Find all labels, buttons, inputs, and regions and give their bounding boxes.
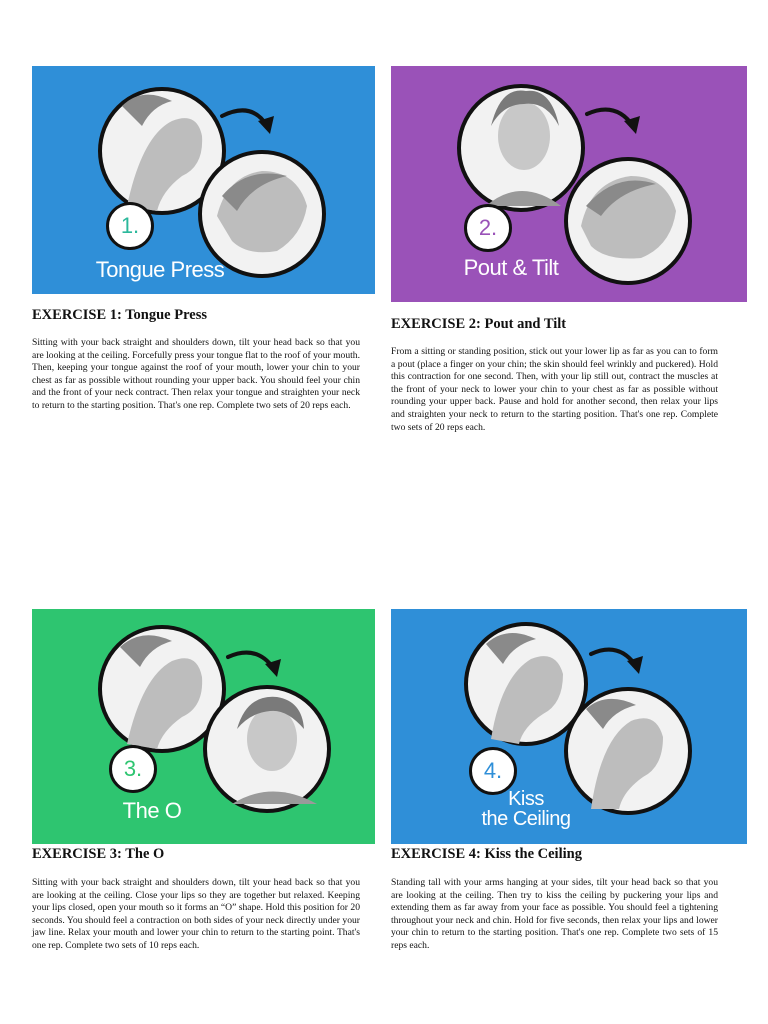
exercise-3-image — [32, 609, 375, 844]
exercise-2-number: 2. — [464, 204, 512, 252]
exercise-4-image — [391, 609, 747, 844]
exercise-1-caption: Tongue Press — [95, 257, 225, 282]
exercise-4-title: EXERCISE 4: Kiss the Ceiling — [391, 846, 582, 862]
exercise-4-number: 4. — [469, 747, 517, 795]
exercise-4-caption — [461, 789, 591, 829]
exercise-1-text: Sitting with your back straight and shoulders down, tilt your head back so that you are looking at the ceiling. Forcefully press your tongue flat to the roof of your mouth. Then, keeping your tongue against the roof of your mouth, lower your chin to your chest as far as possible without rounding your upper back. You should feel your chin and the front of your neck contract. Then relax your tongue and straighten your neck to return to the starting position. That's one rep. Complete two sets of 20 reps each. — [32, 337, 360, 411]
exercise-2-image — [391, 66, 747, 302]
exercise-3-title: EXERCISE 3: The O — [32, 846, 165, 862]
exercise-2-text: From a sitting or standing position, stick out your lower lip as far as you can to form a pout (place a finger on your chin; the skin should feel wrinkly and puckered). Hold this contraction for one second. Then, with your lip still out, contract the muscles at the front of your neck to lower your chin to your chest as far as possible without rounding your upper back. Pause and hold for another second, then relax your lips and straighten your neck to return to the starting position. That's one rep. Complete two sets of 20 reps each. — [391, 346, 718, 433]
exercise-2-title: EXERCISE 2: Pout and Tilt — [391, 316, 567, 332]
exercise-3-text: Sitting with your back straight and shoulders down, tilt your head back so that you are looking at the ceiling. Close your lips so they are together but relaxed. Keeping your lips closed, open your mouth so it forms an “O” shape. Hold this position for 20 seconds. You should feel a contraction on both sides of your neck directly under your jaw line. Relax your mouth and lower your chin to return to the starting point. That's one rep. Complete two sets of 10 reps each. — [32, 877, 360, 951]
exercise-4-text: Standing tall with your arms hanging at your sides, tilt your head back so that you are looking at the ceiling. Then try to kiss the ceiling by puckering your lips and extending them as far away from your face as possible. You should feel a tightening throughout your neck and chin. Hold for five seconds, then relax your lips and lower your chin to return to the starting position. That's one rep. Complete two sets of 15 reps each. — [391, 877, 718, 951]
exercise-4-caption-line2: the Ceiling — [481, 808, 571, 830]
exercise-3-number: 3. — [109, 745, 157, 793]
exercise-1-image — [32, 66, 375, 294]
exercise-4-caption-line1: Kiss — [508, 788, 544, 810]
exercise-1-title: EXERCISE 1: Tongue Press — [32, 307, 207, 323]
exercise-2-caption: Pout & Tilt — [463, 255, 559, 280]
exercise-3-caption: The O — [122, 798, 182, 823]
exercise-1-number: 1. — [106, 202, 154, 250]
